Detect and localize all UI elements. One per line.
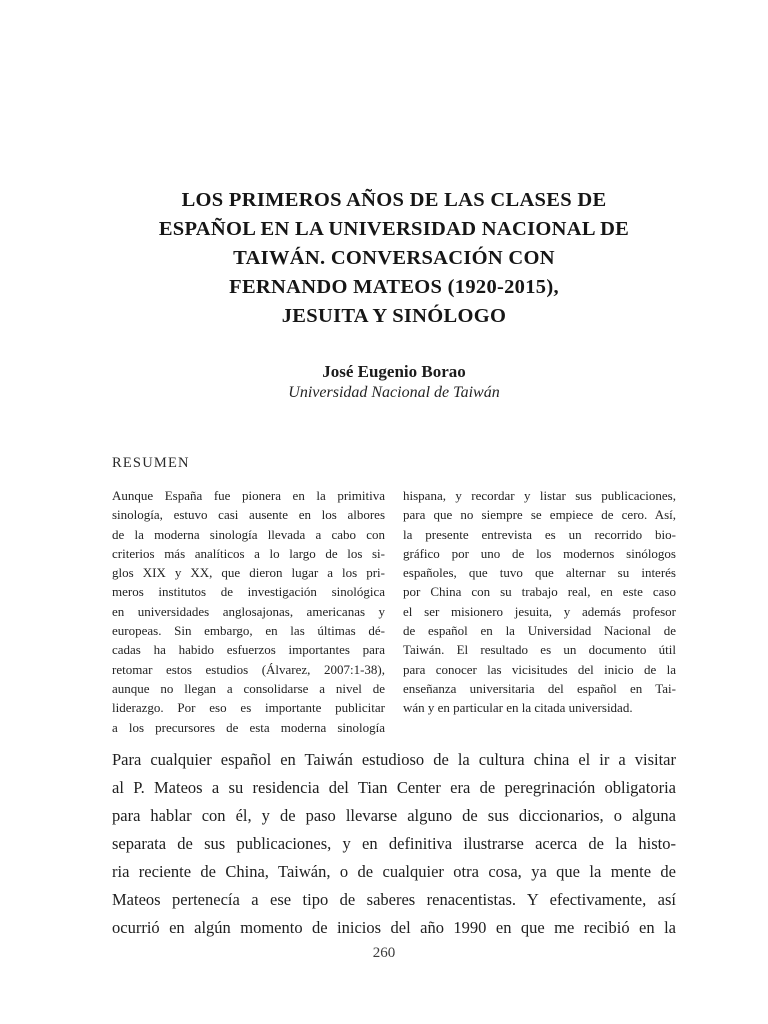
abstract-line: Aunque España fue pionera en la primitiva	[112, 488, 385, 503]
title-line-5: JESUITA Y SINÓLOGO	[281, 305, 507, 327]
article-title	[112, 186, 676, 331]
body-line: ria reciente de China, Taiwán, o de cualquier otra cosa, ya que la mente de	[112, 861, 676, 881]
abstract-line: para que no siempre se empiece de cero. Así,	[403, 507, 676, 523]
abstract-columns	[112, 486, 676, 737]
abstract-line: a los precursores de esta moderna sinología	[112, 719, 385, 735]
body-line: separata de sus publicaciones, y en definitiva ilustrarse acerca de la histo-	[112, 833, 676, 853]
page-number: 260	[372, 944, 396, 961]
abstract-line: la presente entrevista es un recorrido bio-	[403, 526, 676, 542]
abstract-line: hispana, y recordar y listar sus publicaciones,	[403, 488, 676, 503]
abstract-line: cadas ha habido esfuerzos importantes para	[112, 642, 385, 658]
abstract-line: aunque no llegan a consolidarse a nivel de	[112, 680, 385, 696]
abstract-line: glos XIX y XX, que dieron lugar a los pri-	[112, 565, 385, 581]
abstract-line: españoles, que tuvo que alternar su interés	[403, 565, 676, 581]
title-line-4: FERNANDO MATEOS (1920-2015),	[229, 276, 559, 298]
body-line: al P. Mateos a su residencia del Tian Center era de peregrinación obligatoria	[112, 777, 676, 797]
abstract-line: meros institutos de investigación sinológica	[112, 584, 385, 600]
title-line-2: ESPAÑOL EN LA UNIVERSIDAD NACIONAL DE	[158, 218, 630, 240]
abstract-line: de la moderna sinología llevada a cabo con	[112, 526, 385, 542]
author-affiliation: Universidad Nacional de Taiwán	[288, 384, 500, 401]
abstract-line: por China con su trabajo real, en este caso	[403, 584, 676, 600]
abstract-line: gráfico por uno de los modernos sinólogos	[403, 545, 676, 561]
abstract-line: el ser misionero jesuita, y además profesor	[403, 603, 676, 619]
abstract-line: Taiwán. El resultado es un documento útil	[403, 642, 676, 658]
abstract-line: europeas. Sin embargo, en las últimas dé-	[112, 623, 385, 639]
abstract-line: en universidades anglosajonas, americanas y	[112, 603, 385, 619]
author-name: José Eugenio Borao	[322, 362, 466, 381]
body-line: ocurrió en algún momento de inicios del año 1990 en que me recibió en la	[112, 917, 676, 937]
author-block	[112, 361, 676, 403]
title-line-1: LOS PRIMEROS AÑOS DE LAS CLASES DE	[181, 189, 607, 211]
body-line: Para cualquier español en Taiwán estudioso de la cultura china el ir a visitar	[112, 749, 676, 769]
abstract-column-right	[403, 486, 676, 737]
abstract-line: sinología, estuvo casi ausente en los albores	[112, 507, 385, 523]
abstract-column-left	[112, 486, 385, 737]
abstract-heading: RESUMEN	[112, 455, 190, 471]
abstract-line: liderazgo. Por eso es importante publicitar	[112, 700, 385, 716]
abstract-line: criterios más analíticos a lo largo de los si-	[112, 545, 385, 561]
body-line: para hablar con él, y de paso llevarse alguno de sus diccionarios, o alguna	[112, 805, 676, 825]
abstract-line: retomar estos estudios (Álvarez, 2007:1-38),	[112, 661, 385, 677]
body-paragraph	[112, 746, 676, 942]
abstract-line: wán y en particular en la citada universidad.	[403, 700, 633, 716]
body-line: Mateos pertenecía a ese tipo de saberes renacentistas. Y efectivamente, así	[112, 889, 676, 909]
abstract-line: para conocer las vicisitudes del inicio de la	[403, 661, 676, 677]
abstract-line: de español en la Universidad Nacional de	[403, 623, 676, 639]
title-line-3: TAIWÁN. CONVERSACIÓN CON	[233, 247, 555, 269]
abstract-line: enseñanza universitaria del español en Tai-	[403, 680, 676, 696]
